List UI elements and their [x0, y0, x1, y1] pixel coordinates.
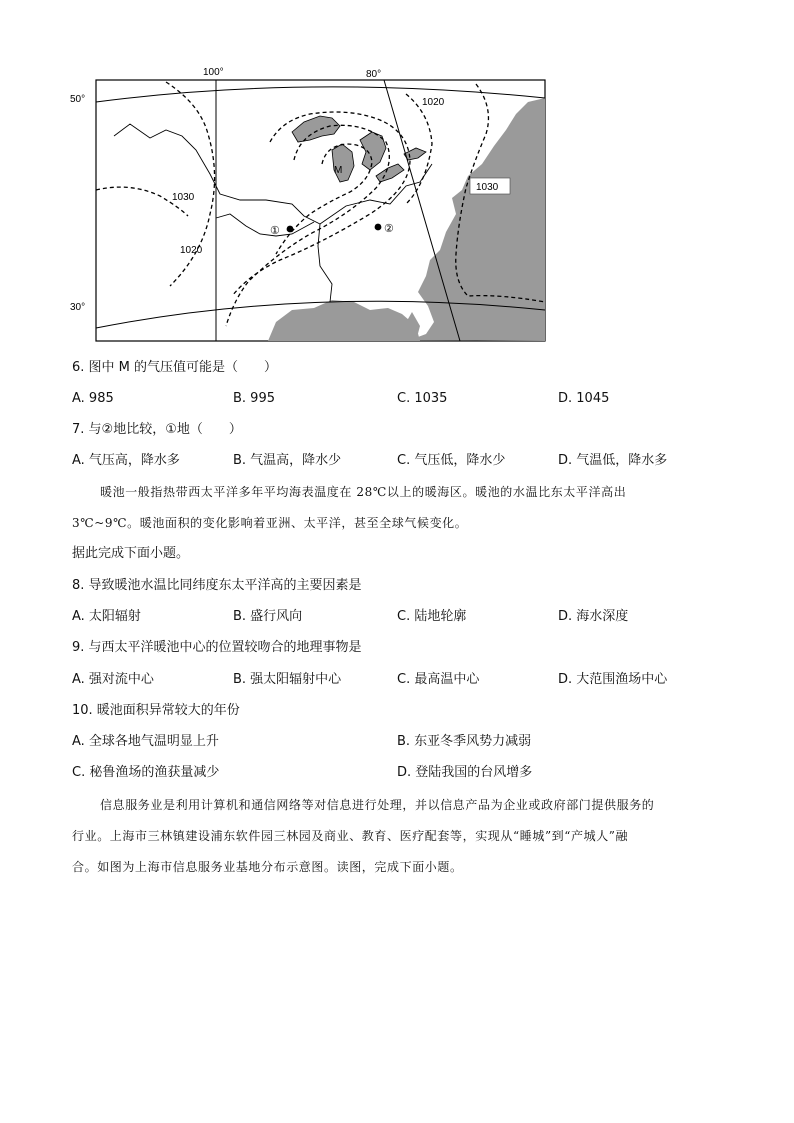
isobar-map — [70, 64, 550, 346]
q9-option-b[interactable]: B. 强太阳辐射中心 — [233, 672, 342, 687]
passage-1-line-1: 暖池一般指热带西太平洋多年平均海表温度在 28℃以上的暖海区。暖池的水温比东太平洋高出 — [100, 485, 627, 499]
q6-option-b[interactable]: B. 995 — [233, 391, 275, 406]
isobar-label-1020-sw: 1020 — [180, 245, 203, 256]
q8-option-a[interactable]: A. 太阳辐射 — [72, 609, 141, 624]
q9-option-d[interactable]: D. 大范围渔场中心 — [558, 672, 668, 687]
isobar-label-1030-w: 1030 — [172, 192, 195, 203]
q6-option-d[interactable]: D. 1045 — [558, 391, 610, 406]
lat-50-label: 50° — [70, 94, 86, 105]
question-6-stem: 6. 图中 M 的气压值可能是（ ） — [72, 360, 278, 375]
question-8-stem: 8. 导致暖池水温比同纬度东太平洋高的主要因素是 — [72, 578, 362, 593]
q8-option-c[interactable]: C. 陆地轮廓 — [397, 609, 467, 624]
q8-option-d[interactable]: D. 海水深度 — [558, 609, 629, 624]
question-9-stem: 9. 与西太平洋暖池中心的位置较吻合的地理事物是 — [72, 640, 362, 655]
point-2-label: ② — [384, 223, 394, 235]
passage-1-line-2: 3℃~9℃。暖池面积的变化影响着亚洲、太平洋，甚至全球气候变化。 — [72, 516, 468, 530]
point-M-label: M — [334, 165, 343, 176]
q8-option-b[interactable]: B. 盛行风向 — [233, 609, 303, 624]
lat-30-label: 30° — [70, 302, 86, 313]
passage-2-line-1: 信息服务业是利用计算机和通信网络等对信息进行处理，并以信息产品为企业或政府部门提供服务的 — [100, 798, 655, 812]
point-1-label: ① — [270, 225, 280, 237]
q10-option-a[interactable]: A. 全球各地气温明显上升 — [72, 734, 219, 749]
question-7-stem: 7. 与②地比较，①地（ ） — [72, 422, 242, 437]
question-10-stem: 10. 暖池面积异常较大的年份 — [72, 703, 240, 718]
point-2-dot — [375, 224, 382, 231]
q9-option-c[interactable]: C. 最高温中心 — [397, 672, 480, 687]
q6-option-c[interactable]: C. 1035 — [397, 391, 448, 406]
q7-option-b[interactable]: B. 气温高，降水少 — [233, 453, 342, 468]
isobar-label-1030-e: 1030 — [476, 182, 499, 193]
point-1-dot — [287, 226, 294, 233]
passage-2-line-3: 合。如图为上海市信息服务业基地分布示意图。读图，完成下面小题。 — [72, 860, 463, 874]
q7-option-c[interactable]: C. 气压低，降水少 — [397, 453, 506, 468]
passage-2-line-2: 行业。上海市三林镇建设浦东软件园三林园及商业、教育、医疗配套等，实现从“睡城”到“产城人”融 — [72, 829, 629, 843]
q7-option-d[interactable]: D. 气温低，降水多 — [558, 453, 668, 468]
q10-option-b[interactable]: B. 东亚冬季风势力减弱 — [397, 734, 532, 749]
q9-option-a[interactable]: A. 强对流中心 — [72, 672, 154, 687]
q6-option-a[interactable]: A. 985 — [72, 391, 114, 406]
isobar-label-1020-ne: 1020 — [422, 97, 445, 108]
lon-100-label: 100° — [203, 67, 224, 78]
q10-option-c[interactable]: C. 秘鲁渔场的渔获量减少 — [72, 765, 220, 780]
lon-80-label: 80° — [366, 69, 382, 80]
passage-1-line-3: 据此完成下面小题。 — [72, 546, 190, 561]
q7-option-a[interactable]: A. 气压高，降水多 — [72, 453, 180, 468]
q10-option-d[interactable]: D. 登陆我国的台风增多 — [397, 765, 533, 780]
